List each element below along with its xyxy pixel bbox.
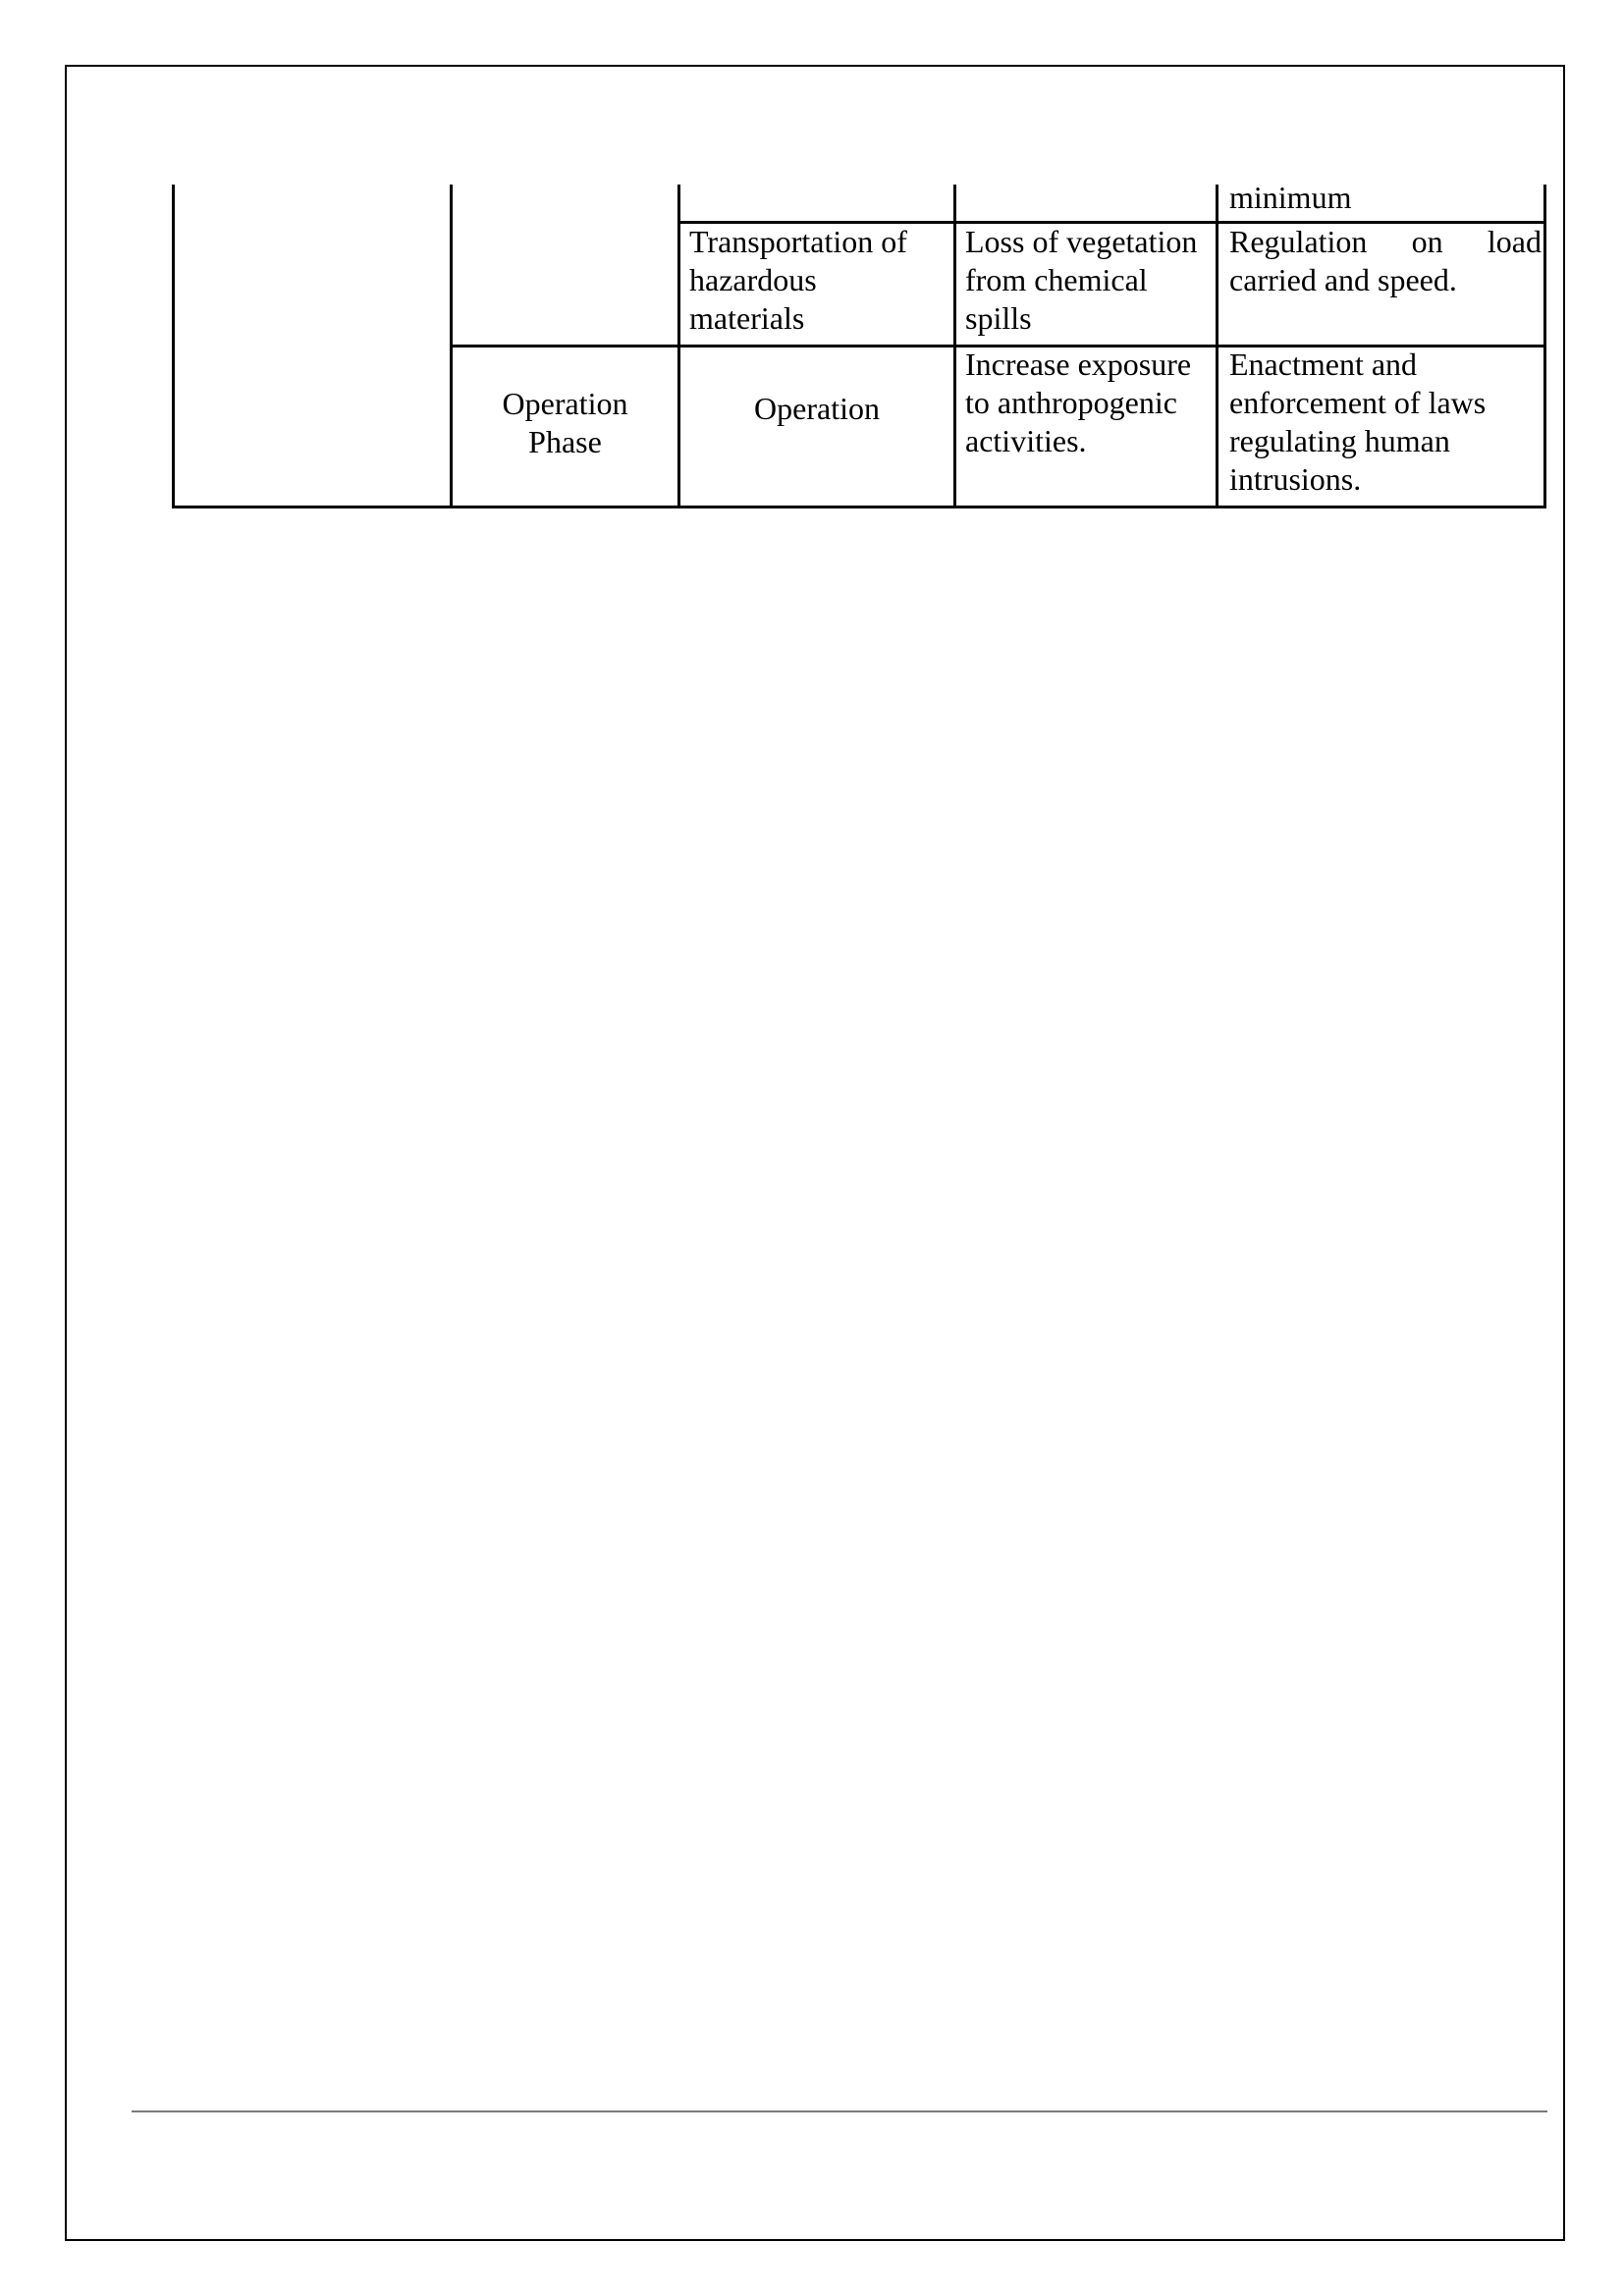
table-cell-mitigation-r2 [1229, 223, 1542, 299]
cell-line: Operation [754, 391, 880, 426]
cell-line: Transportation of [689, 224, 907, 259]
table-cell-mitigation-r1 [1229, 179, 1351, 217]
cell-line: regulating human [1229, 423, 1450, 458]
table-border-bottom [172, 506, 1546, 508]
table-cell-activity-r3 [680, 390, 953, 428]
table-cell-mitigation-r3 [1229, 346, 1486, 499]
table-cell-phase-r3 [453, 385, 677, 461]
table-cell-impact-r2 [965, 223, 1197, 338]
cell-line: Loss of vegetation [965, 224, 1198, 259]
table-border-left [172, 185, 175, 508]
cell-word: Regulation [1229, 224, 1368, 259]
cell-line: materials [689, 300, 805, 336]
footer-rule [132, 2110, 1547, 2112]
environmental-impact-table [172, 180, 1546, 508]
cell-line: intrusions. [1229, 461, 1362, 497]
cell-word: load [1487, 224, 1542, 259]
cell-line: minimum [1229, 180, 1352, 215]
cell-line: Phase [528, 424, 602, 459]
cell-line: from chemical [965, 262, 1148, 297]
cell-line: spills [965, 300, 1032, 336]
table-cell-impact-r3 [965, 346, 1191, 460]
justified-line [1229, 223, 1542, 261]
cell-line: enforcement of laws [1229, 385, 1487, 420]
cell-word: on [1411, 224, 1443, 259]
cell-line: Operation [502, 386, 628, 421]
cell-line: carried and speed. [1229, 262, 1457, 297]
cell-line: Enactment and [1229, 347, 1418, 382]
table-cell-activity-r2 [689, 223, 907, 338]
cell-line: activities. [965, 423, 1087, 458]
cell-line: Increase exposure [965, 347, 1192, 382]
cell-line: hazardous [689, 262, 817, 297]
cell-line: to anthropogenic [965, 385, 1177, 420]
